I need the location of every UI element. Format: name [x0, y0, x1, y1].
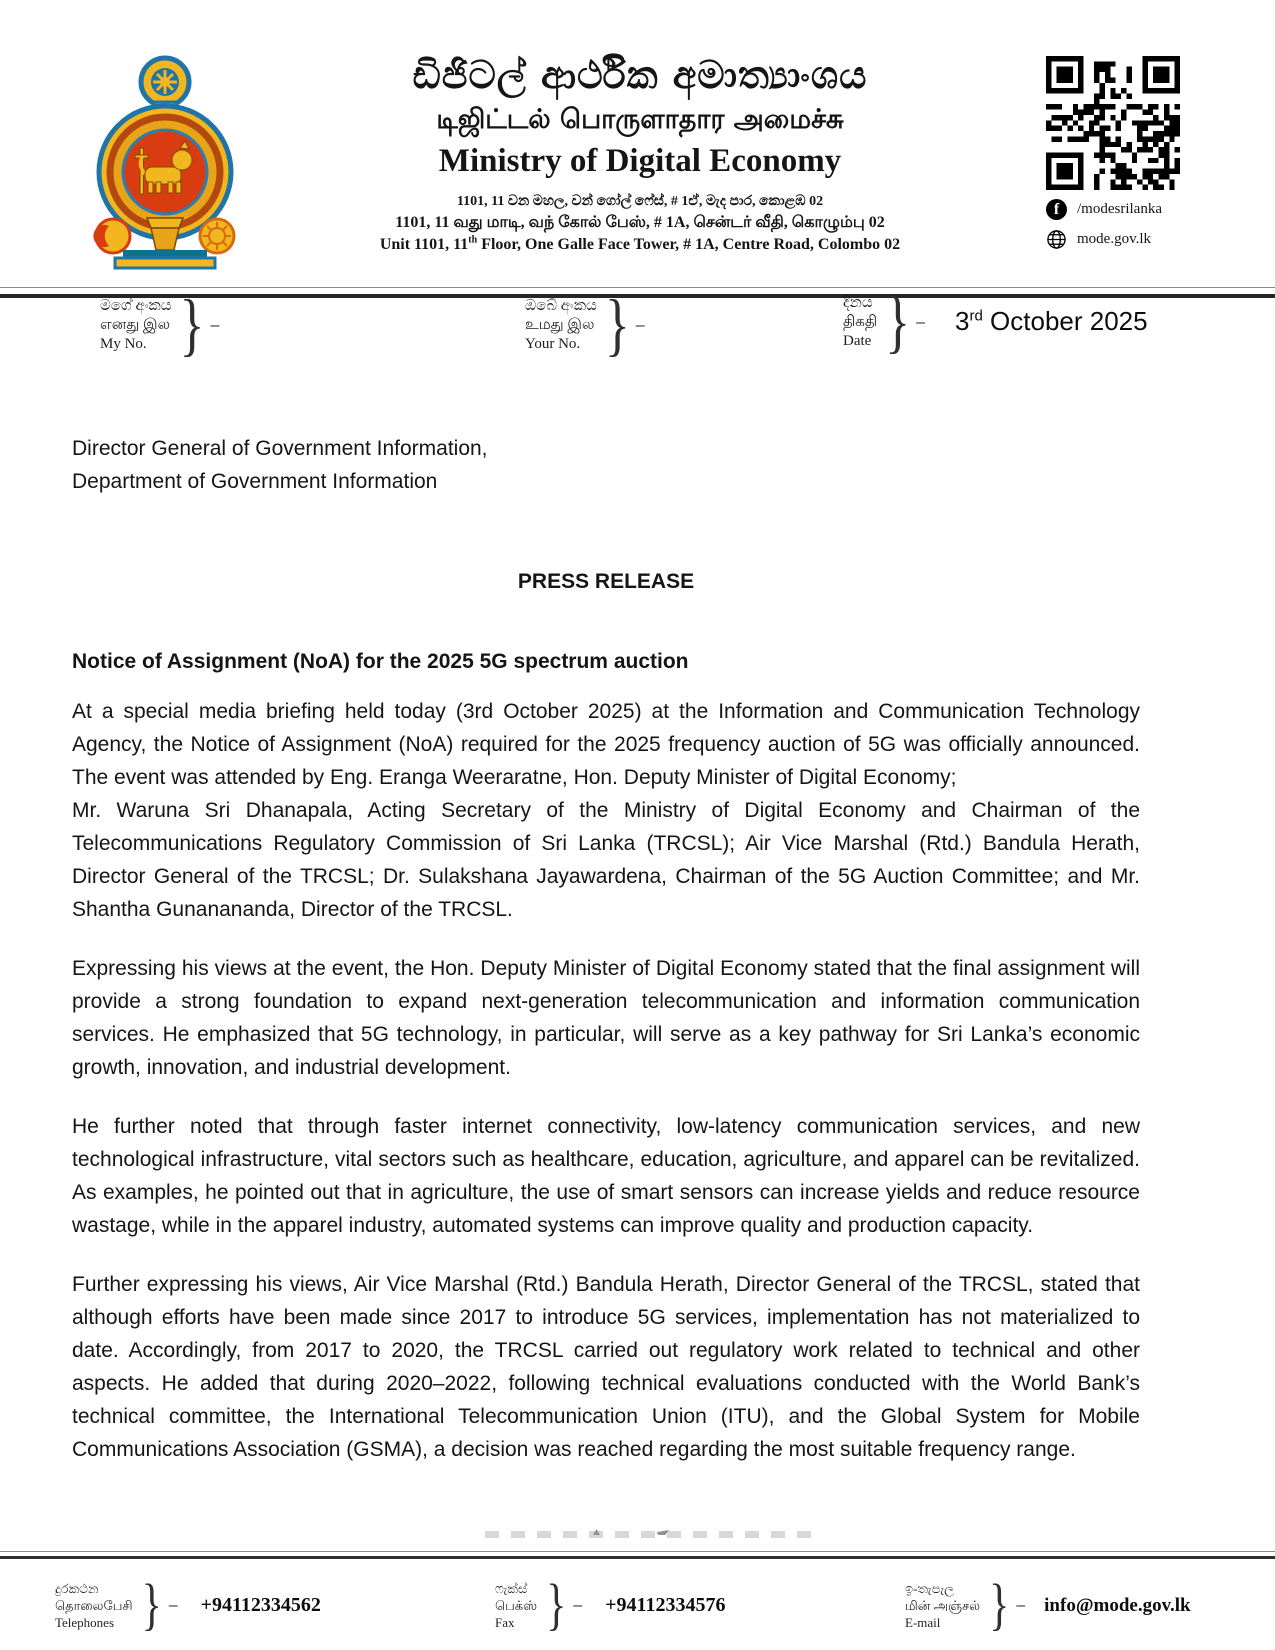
- fax-label-sinhala: ෆැක්ස්: [495, 1581, 528, 1596]
- recipient-line-2: Department of Government Information: [72, 470, 438, 493]
- telephones-label-english: Telephones: [55, 1615, 115, 1630]
- recipient-block: [72, 432, 1140, 498]
- email-label-tamil: மின் அஞ்சல்: [905, 1598, 981, 1613]
- brace-dash: –: [635, 316, 645, 334]
- brace-dash: –: [1016, 1596, 1026, 1614]
- email-address[interactable]: info@mode.gov.lk: [1044, 1594, 1191, 1616]
- email-label-english: E-mail: [905, 1615, 941, 1630]
- brace-glyph: }: [546, 1574, 567, 1637]
- ministry-name-sinhala: ඩිජිටල් ආර්ථික අමාත්‍යාංශය: [412, 53, 868, 97]
- telephones-label-sinhala: දුරකථන: [55, 1581, 99, 1596]
- telephones-label-tamil: தொலைபேசி: [55, 1598, 133, 1613]
- address-tamil: 1101, 11 வது மாடி, வந் கோல் பேஸ், # 1A, சென்டர் வீதி, கொழும்பு 02: [395, 214, 885, 231]
- date-field: [843, 283, 926, 361]
- telephones-field: [55, 1574, 321, 1637]
- telephone-number: +94112334562: [200, 1594, 321, 1616]
- website-url: mode.gov.lk: [1077, 231, 1152, 247]
- my-no-field: [100, 286, 220, 364]
- brace-glyph: }: [989, 1574, 1010, 1637]
- brace-glyph: }: [604, 286, 630, 364]
- my-no-label-english: My No.: [100, 336, 147, 352]
- paragraph-2: Expressing his views at the event, the Hon. Deputy Minister of Digital Economy stated that the final assignment will provide a strong foundation to expand next-generation telecommunication and information communication services. He emphasized that 5G technology, in particular, will serve as a key pathway for Sri Lanka’s economic growth, innovation, and industrial development.: [72, 957, 1140, 1079]
- my-no-label-sinhala: මගේ අංකය: [100, 298, 172, 314]
- facebook-row[interactable]: [1046, 199, 1206, 220]
- clipped-text-artifact: [485, 1531, 815, 1538]
- qr-social-block: [1046, 56, 1206, 250]
- ministry-masthead: [295, 50, 985, 256]
- your-no-label-sinhala: ඔබේ අංකය: [525, 298, 597, 314]
- date-label-english: Date: [843, 333, 872, 349]
- footer-divider: [0, 1551, 1275, 1559]
- fax-label-english: Fax: [495, 1615, 515, 1630]
- sri-lanka-emblem-icon: [85, 52, 245, 272]
- your-no-label-tamil: உமது இல: [525, 317, 595, 333]
- brace-dash: –: [210, 316, 220, 334]
- your-no-field: [525, 286, 645, 364]
- my-no-label-tamil: எனது இல: [100, 317, 171, 333]
- paragraph-4: Further expressing his views, Air Vice Marshal (Rtd.) Bandula Herath, Director General of the TRCSL, stated that although efforts have been made since 2017 to introduce 5G services, implementation has not materialized to date. Accordingly, from 2017 to 2020, the TRCSL carried out regulatory work related to technical and other aspects. He added that during 2020–2022, following technical evaluations conducted with the World Bank’s technical committee, the International Telecommunication Union (ITU), and the Global System for Mobile Communications Association (GSMA), a decision was reached regarding the most suitable frequency range.: [72, 1273, 1140, 1461]
- ministry-name-english: Ministry of Digital Economy: [438, 143, 842, 179]
- date-label-sinhala: දිනය: [843, 295, 873, 311]
- qr-code-icon: [1046, 56, 1180, 190]
- email-field: [905, 1574, 1191, 1637]
- globe-icon: [1046, 229, 1067, 250]
- date-value: 3rd October 2025: [955, 306, 1148, 336]
- press-release-heading: PRESS RELEASE: [517, 570, 695, 593]
- brace-glyph: }: [141, 1574, 162, 1637]
- paragraph-3: He further noted that through faster internet connectivity, low-latency communication services, and new technological infrastructure, vital sectors such as healthcare, education, agriculture, and apparel can be revitalized. As examples, he pointed out that in agriculture, the use of smart sensors can increase yields and reduce resource wastage, while in the apparel industry, automated systems can improve quality and production capacity.: [72, 1115, 1140, 1237]
- letter-body: [72, 432, 1140, 1466]
- brace-dash: –: [168, 1596, 178, 1614]
- your-no-label-english: Your No.: [525, 336, 581, 352]
- email-label-sinhala: ඉ-තැපැල: [905, 1581, 954, 1596]
- fax-field: [495, 1574, 726, 1637]
- address-sinhala: 1101, 11 වන මහල, වන් ගෝල් ෆේස්, # 1ඒ, මැද පාර, කොළඹ 02: [456, 194, 824, 209]
- facebook-icon: f: [1046, 199, 1067, 220]
- brace-glyph: }: [885, 283, 911, 361]
- address-english: Unit 1101, 11th Floor, One Galle Face Tower, # 1A, Centre Road, Colombo 02: [379, 234, 901, 253]
- paragraph-1: At a special media briefing held today (3rd October 2025) at the Information and Communication Technology Agency, the Notice of Assignment (NoA) required for the 2025 frequency auction of 5G was officially announced. The event was attended by Eng. Eranga Weeraratne, Hon. Deputy Minister of Digital Economy; Mr. Waruna Sri Dhanapala, Acting Secretary of the Ministry of Digital Economy and Chairman of the Telecommunications Regulatory Commission of Sri Lanka (TRCSL); Air Vice Marshal (Rtd.) Bandula Herath, Director General of the TRCSL; Dr. Sulakshana Jayawardena, Chairman of the 5G Auction Committee; and Mr. Shantha Gunanananda, Director of the TRCSL.: [72, 700, 1140, 921]
- facebook-handle: /modesrilanka: [1077, 201, 1162, 217]
- brace-dash: –: [916, 313, 926, 331]
- ministry-name-tamil: டிஜிட்டல் பொருளாதார அமைச்சு: [436, 104, 844, 135]
- website-row[interactable]: [1046, 229, 1206, 250]
- fax-number: +94112334576: [605, 1594, 726, 1616]
- recipient-line-1: Director General of Government Information,: [72, 437, 488, 460]
- brace-glyph: }: [179, 286, 205, 364]
- date-label-tamil: திகதி: [843, 314, 878, 330]
- brace-dash: –: [573, 1596, 583, 1614]
- subject-heading: Notice of Assignment (NoA) for the 2025 5G spectrum auction: [72, 650, 689, 673]
- fax-label-tamil: பெக்ஸ்: [495, 1598, 538, 1613]
